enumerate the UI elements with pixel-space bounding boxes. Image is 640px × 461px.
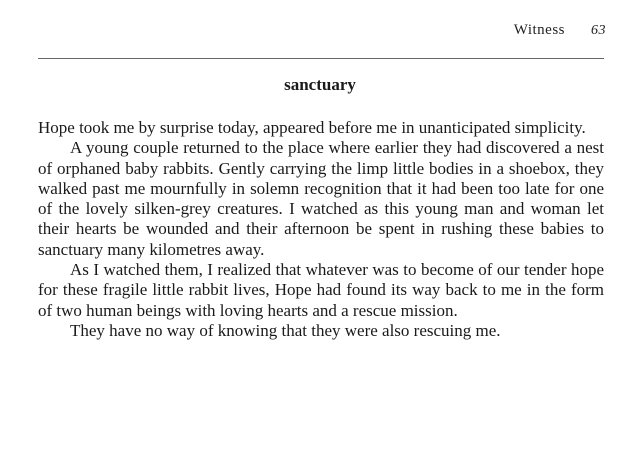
paragraph-2: A young couple returned to the place where earlier they had discovered a nest of orphaned baby rabbits. Gently carrying the limp little bodies in a shoebox, they walked past me mournfully in solemn recognition that it had been too late for one of the lovely silken-grey creatures. I watched as this young man and woman let their hearts be wounded and their afternoon be spent in rushing these babies to sanctuary many kilometres away. [38, 138, 604, 259]
poem-body [38, 118, 604, 341]
poem-title: sanctuary [284, 75, 356, 94]
running-header [514, 22, 606, 39]
page-number: 63 [591, 23, 606, 38]
paragraph-3: As I watched them, I realized that whatever was to become of our tender hope for these fragile little rabbit lives, Hope had found its way back to me in the form of two human beings with loving hearts and a rescue mission. [38, 260, 604, 320]
paragraph-1: Hope took me by surprise today, appeared before me in unanticipated simplicity. [38, 118, 586, 137]
paragraph-4: They have no way of knowing that they were also rescuing me. [70, 320, 501, 340]
header-rule [38, 58, 604, 59]
running-title: Witness [513, 22, 565, 38]
